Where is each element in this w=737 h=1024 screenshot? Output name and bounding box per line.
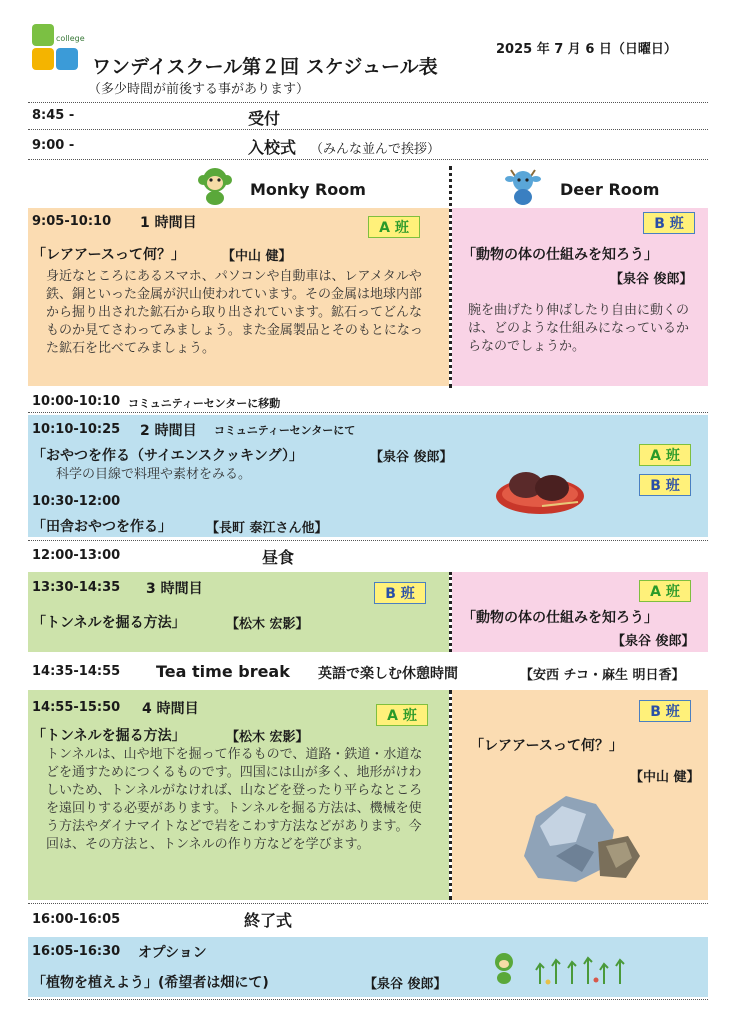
period4-right-group-badge: B 班 <box>639 700 691 722</box>
period4-left-teacher: 【松木 宏影】 <box>226 730 309 745</box>
break-time: 14:35-14:55 <box>32 664 121 679</box>
period4-right-title: 「レアアースって何？」 <box>470 738 624 754</box>
opening-note: （みんな並んで挨拶） <box>310 142 441 157</box>
room-right-name: Deer Room <box>560 180 660 199</box>
period4-label: 4 時間目 <box>142 701 199 717</box>
option-time: 16:05-16:30 <box>32 944 121 959</box>
period2-text: 科学の目線で料理や素材をみる。 <box>56 467 252 482</box>
mineral-rock-image <box>516 786 646 886</box>
page-date: 2025 年 7 月 6 日（日曜日） <box>496 42 677 57</box>
page-subtitle: （多少時間が前後する事があります） <box>88 82 310 97</box>
period1-left-group-badge: A 班 <box>368 216 420 238</box>
option-title: 「植物を植えよう」(希望者は畑にて) <box>32 975 269 991</box>
option-teacher: 【泉谷 俊郎】 <box>364 977 447 992</box>
period3-left-group-badge: B 班 <box>374 582 426 604</box>
period1-left-teacher: 【中山 健】 <box>222 249 292 264</box>
period1-time: 9:05-10:10 <box>32 214 112 229</box>
period1-right-teacher: 【泉谷 俊郎】 <box>610 272 693 287</box>
period3-left-title: 「トンネルを掘る方法」 <box>32 615 186 631</box>
period1-right-text: 腕を曲げたり伸ばしたり自由に動くのは、どのような仕組みになっているからなのでしょうか。 <box>468 303 690 354</box>
period2-teacher2: 【長町 泰江さん他】 <box>206 521 328 536</box>
reception-time: 8:45 - <box>32 108 75 123</box>
deer-mascot-icon <box>503 166 543 206</box>
period1-right-title: 「動物の体の仕組みを知ろう」 <box>462 247 658 263</box>
lunch-time: 12:00-13:00 <box>32 548 121 563</box>
break-teachers: 【安西 チコ・麻生 明日香】 <box>520 668 685 683</box>
move-time: 10:00-10:10 <box>32 394 121 409</box>
monkey-mascot-icon <box>196 166 234 206</box>
opening-label: 入校式 <box>248 138 297 157</box>
page-title: ワンデイスクール第２回 スケジュール表 <box>92 56 438 78</box>
break-desc: 英語で楽しむ休憩時間 <box>318 666 458 682</box>
period2-title2: 「田舎おやつを作る」 <box>32 519 172 535</box>
period2-group-b-badge: B 班 <box>639 474 691 496</box>
period3-label: 3 時間目 <box>146 581 203 597</box>
closing-label: 終了式 <box>244 911 293 930</box>
period3-right-group-badge: A 班 <box>639 580 691 602</box>
period4-left-group-badge: A 班 <box>376 704 428 726</box>
period3-time: 13:30-14:35 <box>32 580 121 595</box>
period2-title: 「おやつを作る（サイエンスクッキング）」 <box>32 448 304 464</box>
period3-right-teacher: 【泉谷 俊郎】 <box>612 634 695 649</box>
period2-teacher: 【泉谷 俊郎】 <box>370 450 453 465</box>
period4-left-text: トンネルは、山や地下を掘って作るもので、道路・鉄道・水道などを通すためにつくるものです。四国には山が多く、地形がけわしいため、トンネルがなければ、山などを登ったり平らなところを遠回りする必要があります。トンネルを掘る方法は、機械を使う方法やダイナマイトなどで岩をこわす方法などがあります。今回は、その方法と、トンネルの作り方などを学びます。 <box>46 747 423 852</box>
period1-label: 1 時間目 <box>140 215 197 231</box>
move-label: コミュニティーセンターに移動 <box>128 397 281 410</box>
period2-group-a-badge: A 班 <box>639 444 691 466</box>
period2-time2: 10:30-12:00 <box>32 494 121 509</box>
planting-illustration <box>488 942 638 992</box>
period4-time: 14:55-15:50 <box>32 700 121 715</box>
period1-right-group-badge: B 班 <box>643 212 695 234</box>
room-left-name: Monky Room <box>250 180 366 199</box>
logo-text: college <box>56 34 85 43</box>
period2-place: コミュニティーセンターにて <box>214 424 356 437</box>
period2-label: 2 時間目 <box>140 423 197 439</box>
period3-right-title: 「動物の体の仕組みを知ろう」 <box>462 610 658 626</box>
period2-time: 10:10-10:25 <box>32 422 121 437</box>
period4-right-teacher: 【中山 健】 <box>630 770 700 785</box>
opening-time: 9:00 - <box>32 138 75 153</box>
snack-plate-image <box>494 460 586 516</box>
break-label: Tea time break <box>156 662 290 681</box>
period1-left-title: 「レアアースって何？」 <box>32 247 186 263</box>
period3-left-teacher: 【松木 宏影】 <box>226 617 309 632</box>
reception-label: 受付 <box>248 109 281 128</box>
option-label: オプション <box>138 945 207 961</box>
lunch-label: 昼食 <box>262 548 295 567</box>
period4-left-title: 「トンネルを掘る方法」 <box>32 728 186 744</box>
closing-time: 16:00-16:05 <box>32 912 121 927</box>
period1-left-text: 身近なところにあるスマホ、パソコンや自動車は、レアメタルや鉄、銅といった金属が沢山使われています。その金属は地球内部から掘り出された鉱石から取り出されています。鉱石ってどんなものか見てさわってみましょう。また金属製品とそのもとになった鉱石を比べてみましょう。 <box>46 269 423 356</box>
college-logo <box>32 24 84 72</box>
